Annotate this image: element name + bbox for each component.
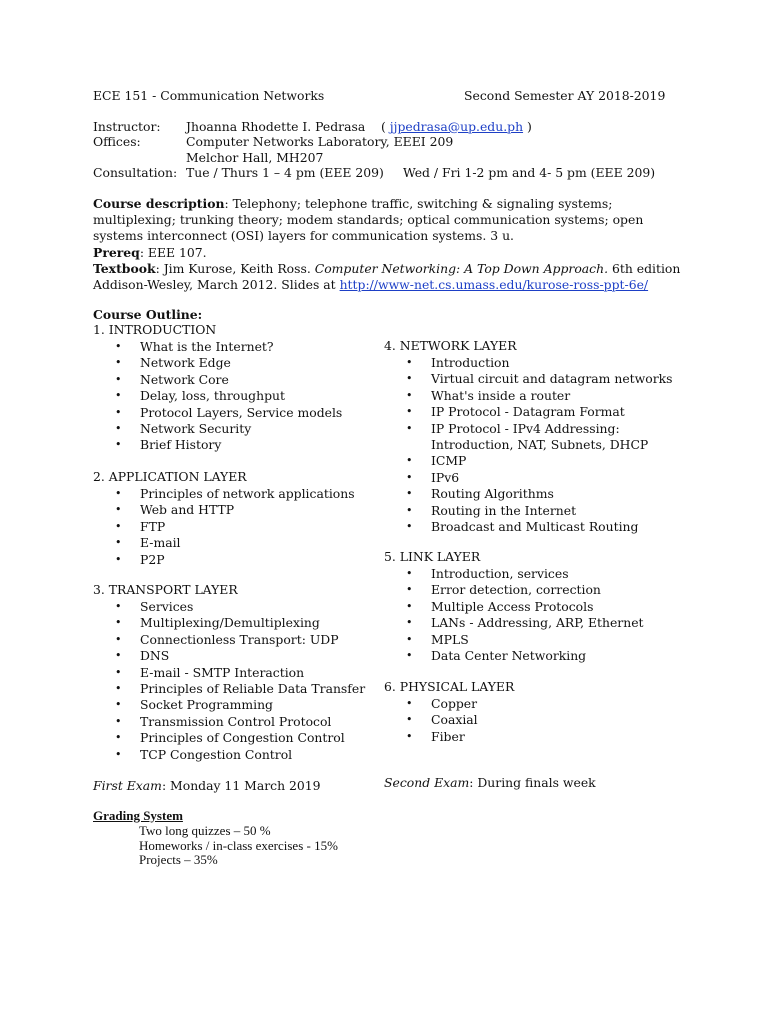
- first-exam-text: : Monday 11 March 2019: [161, 778, 321, 793]
- bullet-icon: •: [115, 632, 122, 646]
- bullet-icon: •: [115, 552, 122, 566]
- bullet-icon: •: [406, 388, 413, 402]
- list-item: • What is the Internet?: [115, 339, 274, 354]
- bullet-icon: •: [115, 356, 122, 370]
- section-heading-network: 4. NETWORK LAYER: [384, 338, 517, 353]
- bullet-icon: •: [406, 567, 413, 580]
- office-1: Computer Networks Laboratory, EEEI 209: [186, 134, 454, 149]
- list-item: • What's inside a router: [406, 387, 571, 403]
- list-item: • Principles of Congestion Control: [115, 730, 345, 746]
- bullet-icon: •: [115, 714, 122, 728]
- section-heading-introduction: 1. INTRODUCTION: [93, 322, 217, 337]
- bullet-icon: •: [406, 632, 413, 646]
- bullet-icon: •: [406, 713, 413, 727]
- bullet-icon: •: [406, 599, 413, 613]
- second-exam-text: : During finals week: [469, 775, 596, 790]
- list-item: • Introduction, services: [406, 566, 569, 581]
- section-heading-transport: 3. TRANSPORT LAYER: [93, 582, 238, 597]
- list-item: • Coaxial: [406, 712, 478, 728]
- grading-item: Two long quizzes – 50 %: [139, 823, 271, 838]
- instructor-name: Jhoanna Rhodette I. Pedrasa: [186, 119, 366, 134]
- list-item: • Multiple Access Protocols: [406, 598, 594, 614]
- textbook-label: Textbook: [93, 260, 156, 276]
- bullet-icon: •: [115, 340, 122, 353]
- list-item: • LANs - Addressing, ARP, Ethernet: [406, 615, 644, 631]
- bullet-icon: •: [406, 583, 413, 597]
- list-item: • FTP: [115, 518, 166, 534]
- bullet-icon: •: [406, 649, 413, 663]
- list-item: • Network Core: [115, 371, 229, 387]
- list-item: • Delay, loss, throughput: [115, 388, 285, 404]
- list-item: • TCP Congestion Control: [115, 746, 293, 762]
- list-item: • Principles of Reliable Data Transfer: [115, 681, 366, 697]
- bullet-icon: •: [406, 356, 413, 369]
- email-open-paren: (: [380, 119, 386, 134]
- grading-title: Grading System: [93, 808, 183, 823]
- section-list-application: [115, 486, 355, 568]
- bullet-icon: •: [115, 665, 122, 679]
- list-item: • Data Center Networking: [406, 648, 587, 664]
- list-item: • Web and HTTP: [115, 502, 235, 518]
- bullet-icon: •: [406, 454, 413, 468]
- bullet-icon: •: [115, 600, 122, 613]
- semester-label: Second Semester AY 2018-2019: [464, 88, 666, 103]
- consultation-label: Consultation:: [93, 165, 178, 180]
- office-2: Melchor Hall, MH207: [186, 150, 324, 165]
- section-heading-link: 5. LINK LAYER: [384, 549, 481, 564]
- list-item: • DNS: [115, 648, 170, 664]
- bullet-icon: •: [115, 405, 122, 419]
- list-item: • Network Edge: [115, 355, 231, 371]
- instructor-line: [186, 119, 532, 135]
- list-item: • P2P: [115, 551, 165, 567]
- list-item: • Routing Algorithms: [406, 486, 554, 502]
- list-item: • Socket Programming: [115, 697, 273, 713]
- list-item: • Virtual circuit and datagram networks: [406, 371, 673, 387]
- bullet-icon: •: [115, 536, 122, 550]
- list-item: • Broadcast and Multicast Routing: [406, 519, 639, 535]
- section-heading-physical: 6. PHYSICAL LAYER: [384, 679, 515, 694]
- list-item: • Fiber: [406, 728, 465, 744]
- bullet-icon: •: [115, 698, 122, 712]
- bullet-icon: •: [115, 616, 122, 630]
- email-close-paren: ): [527, 119, 532, 134]
- list-item: • Connectionless Transport: UDP: [115, 631, 339, 647]
- list-item: • Services: [115, 599, 194, 614]
- list-item: • Protocol Layers, Service models: [115, 404, 343, 420]
- first-exam-label: First Exam: [93, 778, 162, 793]
- list-item: • Multiplexing/Demultiplexing: [115, 615, 320, 631]
- description-text: : Telephony; telephone traffic, switching & signaling systems; multiplexing; trunking theory; modem standards; optical communication systems; open systems interconnect (OSI) layers for communication systems. 3 u.: [93, 196, 644, 244]
- bullet-icon: •: [406, 616, 413, 630]
- bullet-icon: •: [115, 747, 122, 761]
- grading-item: Homeworks / in-class exercises - 15%: [139, 838, 338, 853]
- list-item: • IPv6: [406, 469, 460, 485]
- list-item: • E-mail - SMTP Interaction: [115, 664, 305, 680]
- list-item: • Error detection, correction: [406, 582, 601, 598]
- bullet-icon: •: [115, 649, 122, 663]
- list-item: • Brief History: [115, 437, 222, 453]
- bullet-icon: •: [406, 421, 413, 435]
- prereq-label: Prereq: [93, 244, 140, 260]
- bullet-icon: •: [115, 519, 122, 533]
- list-item: • MPLS: [406, 631, 469, 647]
- textbook-edition: 6th edition: [608, 260, 681, 276]
- bullet-icon: •: [406, 487, 413, 501]
- bullet-icon: •: [115, 372, 122, 386]
- section-list-transport: [115, 599, 365, 763]
- list-item: • IP Protocol - IPv4 Addressing: Introduction, NAT, Subnets, DHCP: [406, 420, 649, 453]
- bullet-icon: •: [406, 697, 413, 710]
- list-item: • IP Protocol - Datagram Format: [406, 404, 625, 420]
- instructor-email-link[interactable]: jjpedrasa@up.edu.ph: [389, 119, 524, 134]
- bullet-icon: •: [115, 682, 122, 696]
- list-item: • E-mail: [115, 535, 181, 551]
- section-list-link: [406, 566, 644, 664]
- second-exam: [384, 775, 596, 791]
- bullet-icon: •: [406, 503, 413, 517]
- bullet-icon: •: [115, 487, 122, 500]
- list-item: • Principles of network applications: [115, 486, 355, 501]
- second-exam-label: Second Exam: [384, 775, 470, 790]
- bullet-icon: •: [406, 520, 413, 534]
- course-title: ECE 151 - Communication Networks: [93, 88, 325, 103]
- list-item-continuation: Introduction, NAT, Subnets, DHCP: [431, 437, 649, 453]
- textbook-authors: : Jim Kurose, Keith Ross.: [155, 260, 315, 276]
- list-item: • Network Security: [115, 421, 252, 437]
- bullet-icon: •: [406, 405, 413, 419]
- consultation-2: Wed / Fri 1-2 pm and 4- 5 pm (EEE 209): [403, 165, 656, 180]
- course-description: [93, 196, 683, 293]
- section-list-physical: [406, 696, 478, 745]
- textbook-publisher: Addison-Wesley, March 2012. Slides at: [93, 277, 340, 293]
- list-item: • Copper: [406, 696, 478, 711]
- bullet-icon: •: [115, 731, 122, 745]
- textbook-title: Computer Networking: A Top Down Approach.: [314, 260, 609, 276]
- section-heading-application: 2. APPLICATION LAYER: [93, 469, 247, 484]
- bullet-icon: •: [115, 422, 122, 436]
- bullet-icon: •: [406, 372, 413, 386]
- description-label: Course description: [93, 196, 225, 211]
- outline-title: Course Outline:: [93, 307, 203, 322]
- consultation-1: Tue / Thurs 1 – 4 pm (EEE 209): [186, 165, 384, 180]
- list-item: • ICMP: [406, 453, 467, 469]
- slides-link[interactable]: http://www-net.cs.umass.edu/kurose-ross-ppt-6e/: [339, 277, 649, 293]
- section-list-introduction: [115, 339, 342, 454]
- bullet-icon: •: [115, 389, 122, 403]
- list-item: • Transmission Control Protocol: [115, 713, 332, 729]
- first-exam: [93, 778, 321, 794]
- section-list-network: [406, 355, 673, 535]
- bullet-icon: •: [115, 438, 122, 452]
- bullet-icon: •: [406, 470, 413, 484]
- list-item: • Introduction: [406, 355, 510, 370]
- bullet-icon: •: [406, 729, 413, 743]
- instructor-label: Instructor:: [93, 119, 161, 134]
- bullet-icon: •: [115, 503, 122, 517]
- list-item: • Routing in the Internet: [406, 502, 577, 518]
- offices-label: Offices:: [93, 134, 141, 149]
- prereq-text: : EEE 107.: [139, 244, 207, 260]
- grading-item: Projects – 35%: [139, 852, 218, 867]
